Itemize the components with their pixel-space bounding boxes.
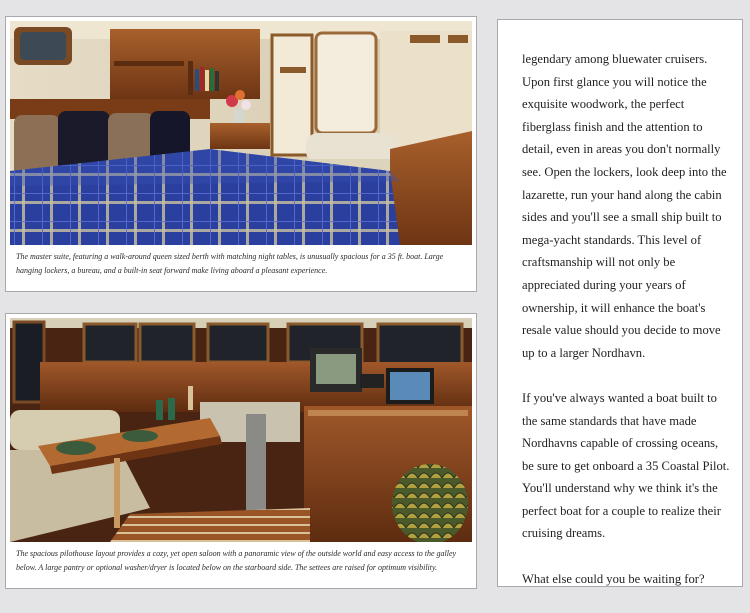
body-text: [522, 48, 730, 613]
master-suite-panel: [5, 16, 477, 292]
body-paragraph-1: legendary among bluewater cruisers. Upon first glance you will notice the exquisite woodwork, the perfect fiberglass finish and the attention to detail, even in areas you don't normally see. Open the lockers, look deep into the lazarette, run your hand along the cabin sides and you'll see a small ship built to mega-yacht standards. This level of craftsmanship will not only be appreciated during your years of ownership, it will enhance the boat's resale value should you decide to move up to a larger Nordhavn.: [522, 52, 727, 360]
pilothouse-photo: [10, 318, 472, 542]
body-paragraph-3: What else could you be waiting for?: [522, 571, 705, 586]
body-paragraph-2: If you've always wanted a boat built to the same standards that have made Nordhavns capable of crossing oceans, be sure to get onboard a 35 Coastal Pilot. You'll understand why we think it's the perfect boat for a couple to realize their cruising dreams.: [522, 390, 730, 541]
master-suite-photo: [10, 21, 472, 245]
master-suite-caption: The master suite, featuring a walk-around queen sized berth with matching night tables, is unusually spacious for a 35 ft. boat. Large hanging lockers, a bureau, and a built-in seat forward make living aboard a pleasant experience.: [16, 252, 444, 275]
pilothouse-caption: The spacious pilothouse layout provides a cozy, yet open saloon with a panoramic view of the outside world and easy access to the galley below. A large pantry or optional washer/dryer is located below on the starboard side. The settees are raised for optimum visibility.: [16, 549, 457, 572]
pilothouse-panel: [5, 313, 477, 589]
body-text-panel: [497, 19, 743, 587]
